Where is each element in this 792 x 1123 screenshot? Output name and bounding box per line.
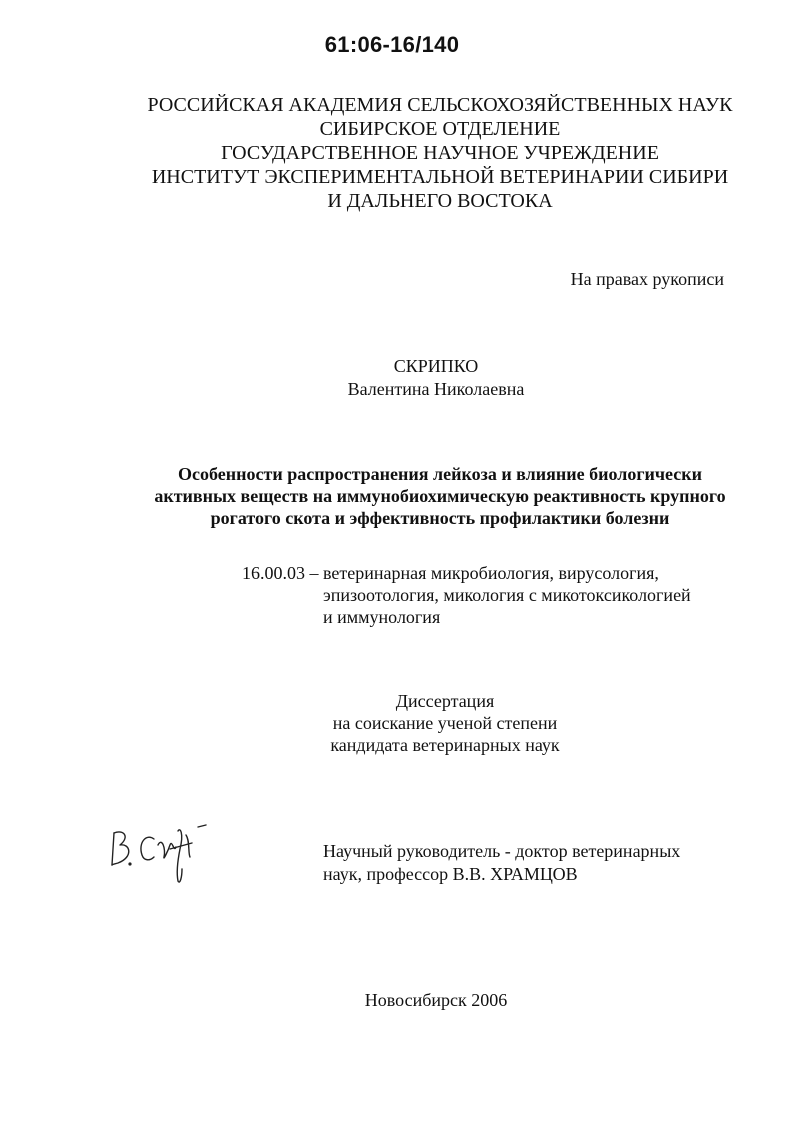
advisor-line: наук, профессор В.В. ХРАМЦОВ <box>323 864 578 884</box>
author-block <box>0 355 792 401</box>
catalog-code: 61:06-16/140 <box>324 32 460 57</box>
title-line: Особенности распространения лейкоза и влияние биологически <box>178 464 702 484</box>
city-year-text: Новосибирск 2006 <box>364 990 508 1010</box>
organization-line: ГОСУДАРСТВЕННОЕ НАУЧНОЕ УЧРЕЖДЕНИЕ <box>221 142 659 164</box>
title-line: активных веществ на иммунобиохимическую реактивность крупного <box>154 486 726 506</box>
degree-line: на соискание ученой степени <box>332 713 558 733</box>
city-year <box>0 990 792 1011</box>
author-surname: СКРИПКО <box>393 356 479 376</box>
organization-line: РОССИЙСКАЯ АКАДЕМИЯ СЕЛЬСКОХОЗЯЙСТВЕННЫХ НАУК <box>147 94 733 116</box>
scientific-advisor <box>323 840 680 886</box>
organization-block <box>100 93 780 213</box>
degree-block <box>300 690 590 756</box>
author-given-names: Валентина Николаевна <box>347 379 525 399</box>
organization-line: СИБИРСКОЕ ОТДЕЛЕНИЕ <box>319 118 561 140</box>
rights-note: На правах рукописи <box>570 269 724 289</box>
advisor-line: Научный руководитель - доктор ветеринарных <box>323 841 681 861</box>
dissertation-title <box>130 463 750 529</box>
organization-line: И ДАЛЬНЕГО ВОСТОКА <box>327 190 553 212</box>
specialty-block <box>242 562 691 628</box>
specialty-line: и иммунология <box>323 607 441 627</box>
specialty-line: эпизоотология, микология с микотоксикологией <box>323 585 691 605</box>
organization-line: ИНСТИТУТ ЭКСПЕРИМЕНТАЛЬНОЙ ВЕТЕРИНАРИИ СИБИРИ <box>151 166 729 188</box>
degree-line: кандидата ветеринарных наук <box>330 735 560 755</box>
degree-line: Диссертация <box>395 691 495 711</box>
specialty-line: 16.00.03 – ветеринарная микробиология, вирусология, <box>242 563 659 583</box>
handwritten-signature <box>108 823 218 888</box>
title-line: рогатого скота и эффективность профилактики болезни <box>210 508 670 528</box>
